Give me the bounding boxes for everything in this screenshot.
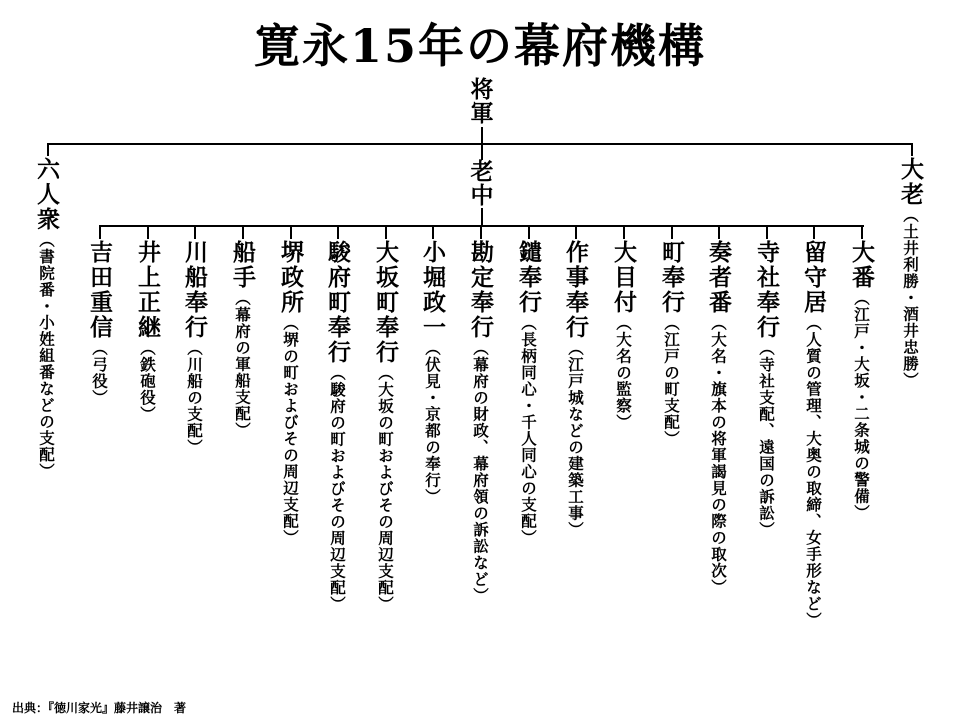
office-tick	[861, 225, 863, 239]
office-desc: （江戸・大坂・二条城の警備）	[852, 290, 870, 521]
office-desc: （江戸城などの建築工事）	[566, 340, 584, 538]
office-node	[801, 240, 824, 629]
office-node	[87, 240, 110, 406]
office-node	[135, 240, 158, 423]
office-name: 町奉行	[658, 240, 684, 315]
diagram-title: 寛永15年の幕府機構	[253, 19, 706, 73]
office-node	[849, 240, 872, 521]
office-name: 井上正継	[134, 240, 160, 340]
office-node	[563, 240, 586, 538]
office-name: 駿府町奉行	[324, 240, 350, 365]
rokunin-node	[34, 157, 57, 480]
office-tick	[147, 225, 149, 239]
office-node	[611, 240, 634, 431]
office-tick	[766, 225, 768, 239]
office-desc: （江戸の町支配）	[662, 315, 680, 447]
office-tick	[194, 225, 196, 239]
rokunin-desc: （書院番・小姓組番などの支配）	[37, 232, 55, 480]
line-top-horizontal	[47, 143, 913, 145]
office-tick	[671, 225, 673, 239]
office-desc: （幕府の財政、幕府領の訴訟など）	[471, 340, 489, 604]
office-name: 大目付	[610, 240, 636, 315]
office-node	[325, 240, 348, 613]
office-desc: （人質の管理、大奥の取締、女手形など）	[804, 315, 822, 629]
office-name: 勘定奉行	[467, 240, 493, 340]
office-node	[182, 240, 205, 456]
office-name: 川船奉行	[181, 240, 207, 340]
office-tick	[432, 225, 434, 239]
office-tick	[290, 225, 292, 239]
office-tick	[718, 225, 720, 239]
office-node	[659, 240, 682, 447]
office-desc: （大坂の町およびその周辺支配）	[376, 365, 394, 613]
office-name: 作事奉行	[562, 240, 588, 340]
roju-label: 老中	[467, 160, 497, 208]
office-node	[373, 240, 396, 613]
line-to-rokunin	[47, 143, 49, 156]
office-desc: （長柄同心・千人同心の支配）	[519, 315, 537, 546]
office-name: 堺政所	[277, 240, 303, 315]
office-tick	[623, 225, 625, 239]
tairo-node	[898, 157, 921, 389]
office-node	[468, 240, 491, 604]
tairo-name: 大老	[897, 157, 923, 207]
office-name: 寺社奉行	[753, 240, 779, 340]
office-node	[420, 240, 443, 505]
office-node	[230, 240, 253, 439]
office-name: 大坂町奉行	[372, 240, 398, 365]
line-roju-down	[481, 207, 483, 227]
line-offices-horizontal	[100, 225, 864, 227]
office-desc: （駿府の町およびその周辺支配）	[328, 365, 346, 613]
office-node	[754, 240, 777, 538]
office-desc: （大名・旗本の将軍謁見の際の取次）	[709, 315, 727, 596]
office-desc: （幕府の軍船支配）	[233, 290, 251, 439]
office-desc: （弓役）	[90, 340, 108, 406]
office-tick	[385, 225, 387, 239]
office-desc: （大名の監察）	[614, 315, 632, 431]
office-node	[706, 240, 729, 596]
shogun-label: 将軍	[467, 78, 497, 126]
line-to-tairo	[911, 143, 913, 156]
office-desc: （鉄砲役）	[138, 340, 156, 423]
office-name: 大番	[848, 240, 874, 290]
office-desc: （堺の町およびその周辺支配）	[281, 315, 299, 546]
office-name: 留守居	[800, 240, 826, 315]
office-desc: （伏見・京都の奉行）	[423, 340, 441, 505]
source-citation: 出典：『徳川家光』藤井譲治 著	[12, 701, 187, 715]
office-tick	[99, 225, 101, 239]
office-desc: （寺社支配、遠国の訴訟）	[757, 340, 775, 538]
office-desc: （川船の支配）	[185, 340, 203, 456]
office-name: 奏者番	[705, 240, 731, 315]
office-name: 小堀政一	[419, 240, 445, 340]
office-name: 船手	[229, 240, 255, 290]
office-tick	[528, 225, 530, 239]
office-node	[516, 240, 539, 546]
office-tick	[337, 225, 339, 239]
office-tick	[480, 225, 482, 239]
office-node	[278, 240, 301, 546]
office-name: 鑓奉行	[515, 240, 541, 315]
office-tick	[575, 225, 577, 239]
office-tick	[813, 225, 815, 239]
office-tick	[242, 225, 244, 239]
office-name: 吉田重信	[86, 240, 112, 340]
tairo-desc: （土井利勝・酒井忠勝）	[901, 207, 919, 389]
rokunin-name: 六人衆	[33, 157, 59, 232]
